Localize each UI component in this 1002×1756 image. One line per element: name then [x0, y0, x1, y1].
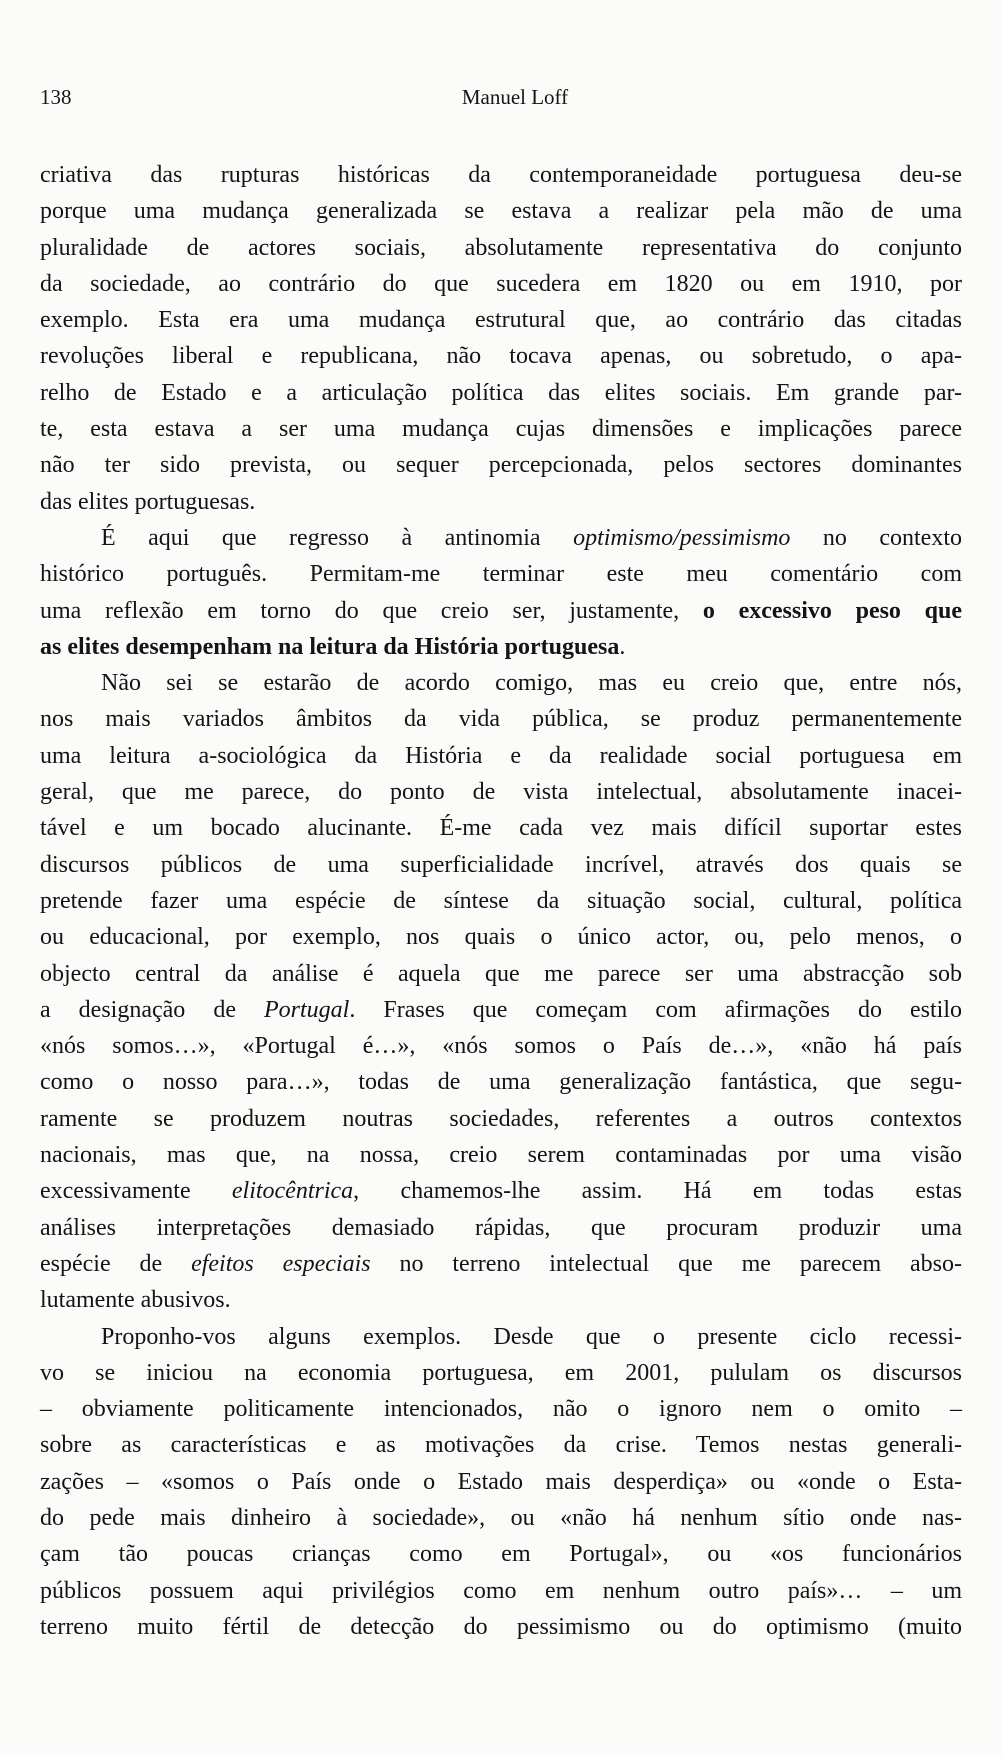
text-line: ramente se produzem noutras sociedades, referentes a outros contextos [40, 1105, 962, 1132]
body-text [40, 157, 962, 1645]
text-run: . Frases que começam com afirmações do estilo [349, 996, 963, 1023]
text-line: exemplo. Esta era uma mudança estrutural que, ao contrário das citadas [40, 307, 962, 334]
text-run: espécie de [40, 1250, 192, 1277]
text-run: no contexto [790, 524, 963, 551]
text-line: relho de Estado e a articulação política das elites sociais. Em grande par- [40, 379, 962, 406]
text-run: uma reflexão em torno do que creio ser, justamente, [40, 597, 703, 624]
text-line [40, 1173, 962, 1209]
text-line: çam tão poucas crianças como em Portugal», ou «os funcionários [40, 1541, 962, 1568]
text-line: vo se iniciou na economia portuguesa, em 2001, pululam os discursos [40, 1359, 962, 1386]
text-run: excessivamente [40, 1178, 232, 1205]
text-line: histórico português. Permitam-me terminar este meu comentário com [40, 561, 962, 588]
text-run: . [619, 633, 626, 660]
text-run: a designação de [40, 996, 264, 1023]
text-line: do pede mais dinheiro à sociedade», ou «não há nenhum sítio onde nas- [40, 1504, 962, 1531]
text-line: pluralidade de actores sociais, absolutamente representativa do conjunto [40, 234, 962, 261]
text-line: criativa das rupturas históricas da contemporaneidade portuguesa deu-se [40, 162, 962, 188]
italic-text: elitocêntrica [231, 1178, 354, 1205]
text-line: discursos públicos de uma superficialidade incrível, através dos quais se [40, 851, 962, 878]
text-run: no terreno intelectual que me parecem abso- [370, 1250, 962, 1277]
text-line: geral, que me parece, do ponto de vista intelectual, absolutamente inacei- [40, 779, 962, 806]
text-line: nacionais, mas que, na nossa, creio serem contaminadas por uma visão [40, 1142, 962, 1169]
text-line: porque uma mudança generalizada se estava a realizar pela mão de uma [40, 198, 962, 225]
text-line: não ter sido prevista, ou sequer percepcionada, pelos sectores dominantes [40, 452, 962, 479]
text-line: da sociedade, ao contrário do que sucedera em 1820 ou em 1910, por [40, 270, 962, 297]
text-line: uma leitura a-sociológica da História e da realidade social portuguesa em [40, 742, 962, 769]
text-line: terreno muito fértil de detecção do pessimismo ou do optimismo (muito [40, 1613, 962, 1640]
text-line: Não sei se estarão de acordo comigo, mas eu creio que, entre nós, [101, 670, 962, 697]
text-line: como o nosso para…», todas de uma generalização fantástica, que segu- [40, 1069, 962, 1096]
text-run: , chamemos-lhe assim. Há em todas estas [353, 1178, 962, 1205]
text-line: – obviamente politicamente intencionados, não o ignoro nem o omito – [40, 1396, 962, 1423]
page-header [40, 82, 962, 112]
text-line [40, 1246, 962, 1282]
text-line [40, 520, 962, 556]
italic-text: efeitos especiais [191, 1250, 371, 1277]
text-line: sobre as características e as motivações da crise. Temos nestas generali- [40, 1432, 962, 1459]
italic-text: Portugal [264, 996, 350, 1023]
text-line [40, 992, 962, 1028]
text-line: das elites portuguesas. [40, 488, 256, 515]
text-line: tável e um bocado alucinante. É-me cada vez mais difícil suportar estes [40, 815, 962, 842]
text-line: nos mais variados âmbitos da vida pública, se produz permanentemente [40, 706, 962, 733]
text-line: ou educacional, por exemplo, nos quais o único actor, ou, pelo menos, o [40, 924, 962, 951]
text-line [40, 629, 962, 665]
bold-text: o excessivo peso que [702, 597, 962, 624]
text-line: análises interpretações demasiado rápidas, que procuram produzir uma [40, 1214, 962, 1241]
text-run: É aqui que regresso à antinomia [101, 524, 574, 551]
text-line: pretende fazer uma espécie de síntese da situação social, cultural, política [40, 887, 962, 914]
text-line: públicos possuem aqui privilégios como em nenhum outro país»… – um [40, 1577, 962, 1604]
text-line: Proponho-vos alguns exemplos. Desde que o presente ciclo recessi- [101, 1323, 962, 1350]
italic-text: optimismo/pessimismo [573, 524, 791, 551]
text-line: revoluções liberal e republicana, não tocava apenas, ou sobretudo, o apa- [40, 343, 962, 370]
page-number: 138 [40, 85, 72, 109]
text-line: zações – «somos o País onde o Estado mais desperdiça» ou «onde o Esta- [40, 1468, 962, 1495]
bold-text: as elites desempenham na leitura da História portuguesa [40, 633, 620, 660]
text-line [40, 593, 962, 629]
text-line: «nós somos…», «Portugal é…», «nós somos o País de…», «não há país [40, 1033, 962, 1060]
running-head-author: Manuel Loff [461, 85, 569, 109]
text-line: lutamente abusivos. [40, 1287, 231, 1314]
text-line: te, esta estava a ser uma mudança cujas dimensões e implicações parece [40, 416, 962, 443]
text-line: objecto central da análise é aquela que me parece ser uma abstracção sob [40, 960, 962, 987]
